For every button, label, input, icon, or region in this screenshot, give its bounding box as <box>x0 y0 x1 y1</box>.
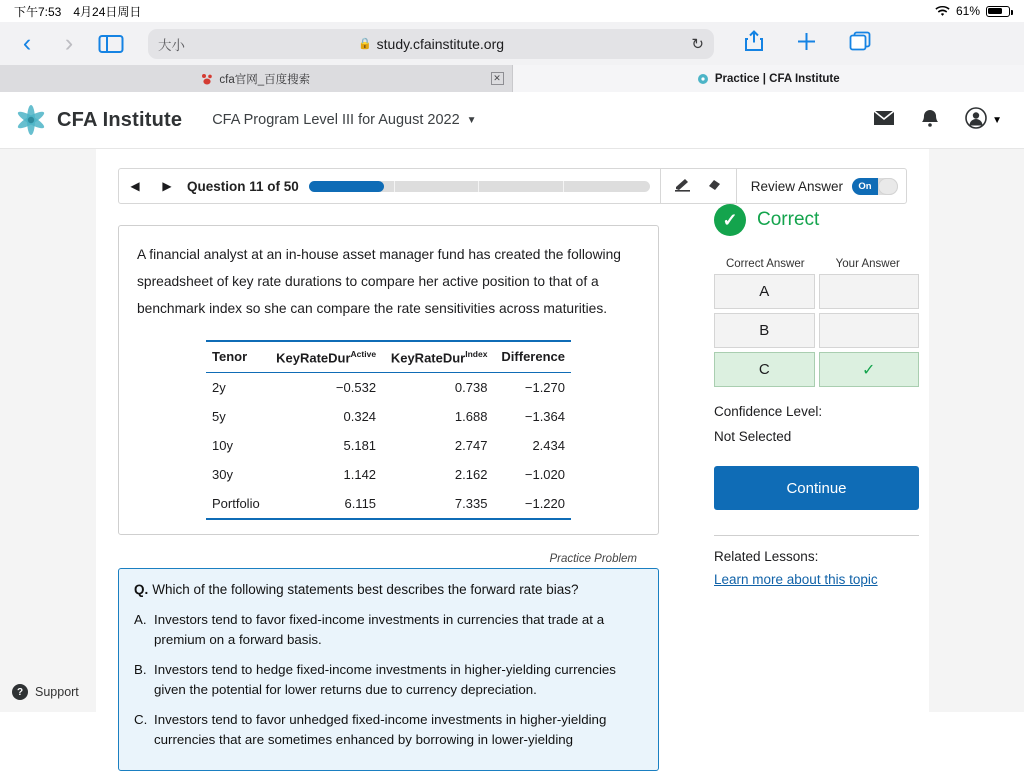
continue-button[interactable]: Continue <box>714 466 919 510</box>
your-answer-mark <box>819 274 920 309</box>
option-text: Investors tend to hedge fixed-income investments in higher-yielding currencies given the potential for lower returns due to currency depreciation. <box>154 660 643 700</box>
table-row <box>206 489 571 519</box>
table-row <box>206 402 571 431</box>
question-counter: Question 11 of 50 <box>183 179 309 194</box>
practice-problem-box <box>118 568 659 771</box>
stem-paragraph: A financial analyst at an in-house asset manager fund has created the following spreadsheet of key rate durations to compare her active position to that of a benchmark index so she can compare the rate sensitivities across maturities. <box>137 242 640 323</box>
cell-active: 1.142 <box>267 460 382 489</box>
col-your-answer: Your Answer <box>817 258 920 270</box>
status-date: 4月24日周日 <box>73 3 141 20</box>
related-lessons-link[interactable]: Learn more about this topic <box>714 572 878 587</box>
result-status <box>714 204 919 236</box>
cell-active: −0.532 <box>267 373 382 403</box>
logo-text: CFA Institute <box>57 109 182 132</box>
cell-index: 0.738 <box>382 373 493 403</box>
reload-icon[interactable]: ↻ <box>691 35 704 53</box>
user-circle-icon <box>965 107 987 134</box>
triangle-right-icon[interactable]: ▶ <box>151 179 183 193</box>
cfa-favicon <box>697 73 709 85</box>
result-panel <box>714 204 919 589</box>
key-rate-duration-table <box>206 340 571 520</box>
table-row <box>206 431 571 460</box>
cell-active: 6.115 <box>267 489 382 519</box>
answer-letter: C <box>714 352 815 387</box>
question-progress-slider[interactable] <box>309 181 650 192</box>
your-answer-mark: ✓ <box>819 352 920 387</box>
url-text: 🔒 study.cfainstitute.org <box>148 36 714 52</box>
cell-tenor: 2y <box>206 373 267 403</box>
browser-tab-baidu[interactable] <box>0 65 513 92</box>
back-icon[interactable]: ‹ <box>14 31 40 56</box>
option-text: Investors tend to favor fixed-income investments in currencies that trade at a premium on a forward basis. <box>154 610 643 650</box>
review-answer-control[interactable] <box>736 169 906 203</box>
plus-icon[interactable] <box>796 31 817 57</box>
battery-percent: 61% <box>956 4 980 18</box>
question-prefix: Q. <box>134 582 148 597</box>
cell-tenor: Portfolio <box>206 489 267 519</box>
table-row <box>206 460 571 489</box>
baidu-favicon <box>201 73 213 85</box>
cell-difference: −1.020 <box>493 460 571 489</box>
status-badge: Correct <box>757 209 819 231</box>
cell-index: 1.688 <box>382 402 493 431</box>
eraser-icon[interactable] <box>706 177 723 195</box>
table-row <box>206 373 571 403</box>
share-icon[interactable] <box>744 30 764 57</box>
cell-tenor: 5y <box>206 402 267 431</box>
support-button[interactable] <box>12 684 79 700</box>
col-keyratedur-active: KeyRateDur$^{Active}$ <box>267 341 382 373</box>
cell-difference: 2.434 <box>493 431 571 460</box>
col-difference: Difference <box>493 341 571 373</box>
table-header-row <box>206 341 571 373</box>
ios-status-bar <box>0 0 1024 22</box>
col-correct-answer: Correct Answer <box>714 258 817 270</box>
forward-icon[interactable]: › <box>56 31 82 56</box>
option-letter: C. <box>134 710 147 750</box>
cell-difference: −1.220 <box>493 489 571 519</box>
account-menu[interactable] <box>965 107 1002 134</box>
envelope-icon[interactable] <box>873 110 895 131</box>
lock-icon: 🔒 <box>358 37 372 50</box>
cell-difference: −1.364 <box>493 402 571 431</box>
practice-content-card <box>96 149 929 712</box>
chevron-down-icon: ▼ <box>992 115 1002 126</box>
question-stem <box>118 225 659 535</box>
cell-tenor: 30y <box>206 460 267 489</box>
book-icon[interactable] <box>98 34 124 54</box>
tab-strip <box>0 65 1024 92</box>
battery-icon <box>986 6 1010 17</box>
triangle-left-icon[interactable]: ◀ <box>119 179 151 193</box>
status-time: 下午7:53 <box>14 3 61 20</box>
browser-tab-cfa[interactable] <box>513 65 1024 92</box>
answer-letter: B <box>714 313 815 348</box>
chevron-down-icon: ▼ <box>467 115 477 126</box>
col-tenor: Tenor <box>206 341 267 373</box>
search-input[interactable]: 大小 <box>158 34 185 54</box>
question-text: Which of the following statements best describes the forward rate bias? <box>152 582 578 597</box>
cell-index: 2.747 <box>382 431 493 460</box>
answer-option-a[interactable] <box>134 610 643 650</box>
cell-index: 7.335 <box>382 489 493 519</box>
answer-row-b <box>714 313 919 348</box>
safari-toolbar <box>0 22 1024 65</box>
cell-difference: −1.270 <box>493 373 571 403</box>
practice-problem-tag: Practice Problem <box>96 553 637 565</box>
progress-fill <box>309 181 384 192</box>
answer-option-b[interactable] <box>134 660 643 700</box>
program-label: CFA Program Level III for August 2022 <box>212 112 459 128</box>
option-text: Investors tend to favor unhedged fixed-income investments in higher-yielding currencies that are sometimes enhanced by borrowing in lower-yielding <box>154 710 643 750</box>
review-answer-toggle[interactable] <box>852 178 898 195</box>
tab-title: Practice | CFA Institute <box>715 73 840 85</box>
highlighter-icon[interactable] <box>674 177 691 195</box>
page-body <box>0 149 1024 712</box>
tab-title: cfa官网_百度搜索 <box>219 71 310 87</box>
confidence-value: Not Selected <box>714 429 919 444</box>
col-keyratedur-index: KeyRateDur$^{Index}$ <box>382 341 493 373</box>
related-lessons-label: Related Lessons: <box>714 549 919 564</box>
answer-letter: A <box>714 274 815 309</box>
cell-active: 5.181 <box>267 431 382 460</box>
question-mark-icon: ? <box>12 684 28 700</box>
close-icon[interactable]: ✕ <box>491 72 504 85</box>
tab-overview-icon[interactable] <box>849 31 871 56</box>
cell-tenor: 10y <box>206 431 267 460</box>
cell-index: 2.162 <box>382 460 493 489</box>
divider <box>714 535 919 536</box>
toggle-state-label: On <box>852 178 878 195</box>
cfa-logo[interactable] <box>14 103 182 137</box>
confidence-label: Confidence Level: <box>714 404 919 419</box>
support-label: Support <box>35 685 79 699</box>
toggle-knob <box>878 178 898 195</box>
answer-option-c[interactable] <box>134 710 643 750</box>
review-answer-label: Review Answer <box>751 179 843 194</box>
practice-question <box>134 582 643 597</box>
your-answer-mark <box>819 313 920 348</box>
address-bar[interactable] <box>148 29 714 59</box>
answer-row-a <box>714 274 919 309</box>
wifi-icon <box>935 6 950 17</box>
answer-row-c <box>714 352 919 387</box>
bell-icon[interactable] <box>920 109 940 132</box>
option-letter: B. <box>134 660 147 700</box>
check-circle-icon: ✓ <box>714 204 746 236</box>
site-header <box>0 92 1024 149</box>
answer-table-header <box>714 258 919 270</box>
program-selector[interactable] <box>212 112 476 128</box>
cell-active: 0.324 <box>267 402 382 431</box>
question-toolbar <box>118 168 907 204</box>
cfa-logo-icon <box>14 103 48 137</box>
option-letter: A. <box>134 610 147 650</box>
